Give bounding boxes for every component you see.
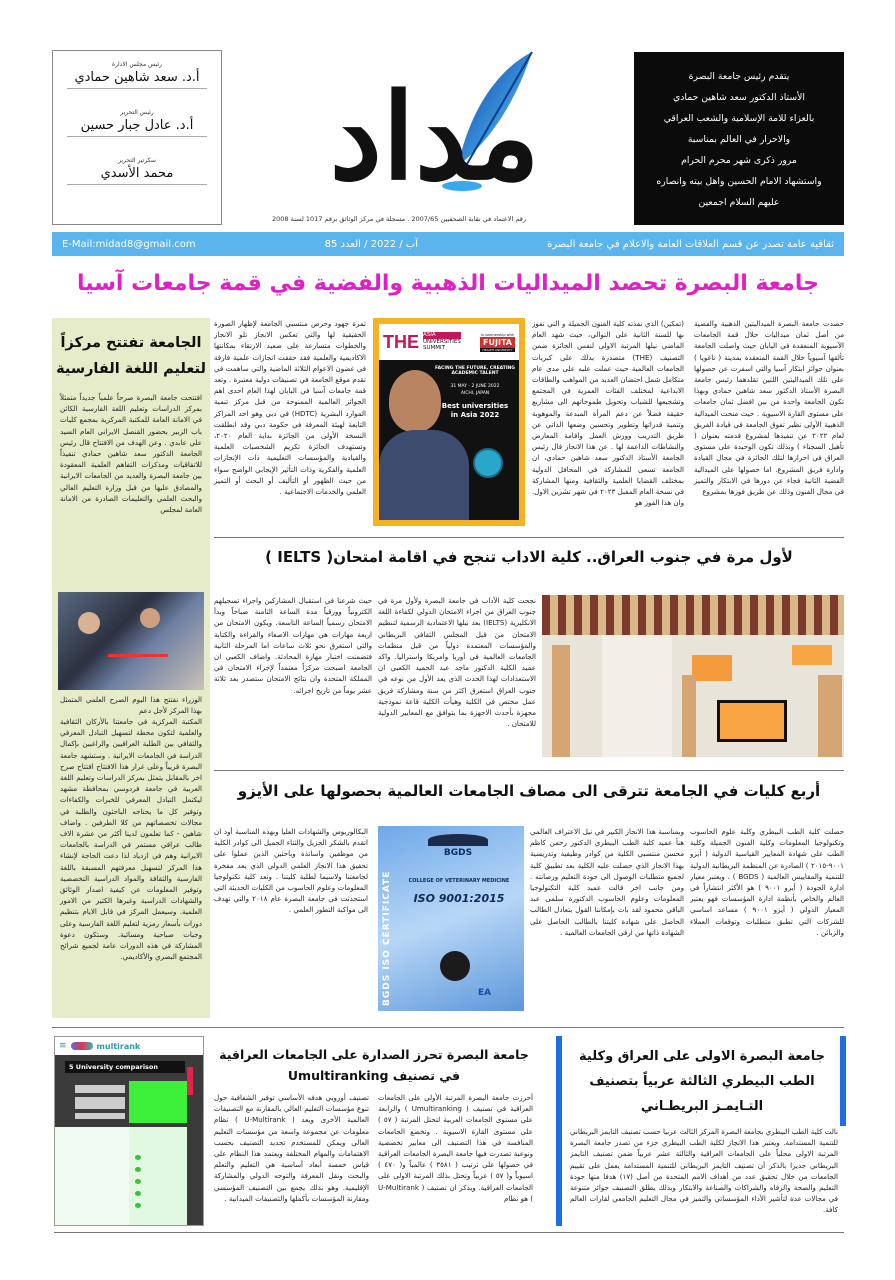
staff-name: أ.د. عادل جبار حسين xyxy=(67,118,207,137)
summit-poster-image xyxy=(373,318,525,526)
multirank-brand: multirank xyxy=(96,1041,141,1051)
editorial-staff-box xyxy=(52,50,222,225)
university-seal-icon xyxy=(473,448,503,478)
staff-role: سكرتير التحرير xyxy=(118,157,156,164)
side-tab xyxy=(187,1067,193,1095)
person-suit xyxy=(379,430,469,520)
article-column: البكالوريوس والشهادات العليا وبهذه المناسبة أود ان اتقدم بالشكر الجزيل والثناء الجميل الى كوادر الكلية من موظفين واساتذة وباحثين الذين عملوا على تحقيق هذا الانجاز العلمي الدولي الذي يعد مفخرة لجامعتنا ولاسيما لطلبة كليتنا . وتعد كلية تكنولوجيا المعلومات وعلوم الحاسوب من الكليات الحديثة التي استحدثت في جامعة البصرة عام ٢٠١٨ والتي تهدف الى مواكبة التطور العلمي . xyxy=(214,827,368,915)
article-column: وبمناسبة هذا الانجاز الكبير في نيل الاعتراف العالمي هنأ عميد كلية الطب البيطري الدكتور رحمن كاظم محسن منتسبي الكلية من كوادر وظيفية وتدريسية بهذا الانجاز الذي حصلت عليه الكلية بعد تطبيق كلية لجميع متطلبات الوصول الى جودة التعليم ورصانته . ومن جانب اخر قالت عميد كلية التكنولوجيا المعلومات وعلوم الحاسوب الدكتورة سلمى عبد الباقي محمود لقد بات بإمكاننا القول بتعادل الطالب الحاصل على شهادة كليتنا بالطالب الحاصل على الشهادة ذاتها من ارقى الجامعات العالمية . xyxy=(530,827,684,937)
ielts-headline: لأول مرة في جنوب العراق.. كلية الاداب تنجح في اقامة امتحان( IELTS ) xyxy=(265,548,793,566)
opening-ceremony-photo xyxy=(58,592,204,690)
issue-number: آب / 2022 / العدد 85 xyxy=(324,238,419,250)
sidebar-title: لتعليم اللغة الفارسية xyxy=(56,361,206,377)
condolence-line: الأستاذ الدكتور سعد شاهين حمادي xyxy=(672,92,806,103)
photo-caption: الوزراء نفتتح هذا اليوم الصرح العلمي المتمثل بهذا المركز لأجل دعم xyxy=(60,695,202,716)
poster-award: Best universities in Asia 2022 xyxy=(441,402,509,419)
filter-box xyxy=(75,1097,125,1109)
poster-line: UNIVERSITIES xyxy=(423,338,461,345)
article-column: حصلت كلية الطب البيطري وكلية علوم الحاسوب وتكنولوجيا المعلومات وكلية الفنون الجميلة وكلية الطب على شهادة المعايير القياسية الدولية ( أيزو ٩٠٠١-٢٠١٥ ) الصادرة عن المنظمة البريطانية الدولية للتنمية والمقاييس العالمية ( BGDS ) . ويعتبر معيار ادارة الجودة ( أيزو ٩٠٠١ ) هو الأكثر انتشاراً في العالم والخاص بأنظمة ادارة المؤسسات فهو يعتبر المعيار الدولي ( أيزو ٩٠٠١ ) مساعد اساسي للشركات التي تطبق متطلبات وتوقعات العملاء والزبائن . xyxy=(690,827,844,937)
main-headline: جامعة البصرة تحصد الميداليات الذهبية والفضية في قمة جامعات آسيا xyxy=(77,271,819,296)
condolence-line: مرور ذكرى شهر محرم الحرام xyxy=(681,155,797,166)
newspaper-logo xyxy=(260,48,560,223)
accent-bar xyxy=(556,1036,562,1226)
iso-headline: أربع كليات في الجامعة تترقى الى مصاف الجامعات العالمية بحصولها على الأيزو xyxy=(237,782,821,800)
article-body: نالت كلية الطب البيطري بجامعة البصرة المركز الثالث عربيا حسب تصنيف التايمز البريطاني للتنمية المستدامة. ويعتبر هذا الانجاز لكلية الطب البيطري جزء من تصدر جامعة البصرة المرتبة الاولى محلياً على الجامعات العراقية والثالثة عشر عربياً ضمن تصنيف التايمز البريطاني جديرا بالذكر أن تصنيف التايمز البريطاني للتنمية المستدامة يعمل على تقييم الجامعات من خلال تحقيق عدد من أهداف الامم المتحدة من أصل (١٧) هدفا منها جودة التعليم والصحة والرفاه والشراكات والصناعة والابتكار وبذلك يطلق التصنيف جوائز متنوعة في مجالات عدة لتأشير الأداء المؤسساتي والتميز في مجال التعليم الجامعي لقارات العالم كافة. xyxy=(570,1127,838,1215)
score-dot xyxy=(135,1155,141,1160)
accent-bar xyxy=(840,1036,846,1126)
persian-center-sidebar xyxy=(52,318,210,1018)
filter-box xyxy=(75,1085,125,1093)
booth-divider xyxy=(552,645,570,757)
condolence-line: بالعزاء للامة الإسلامية والشعب العراقي xyxy=(663,113,815,124)
monitor xyxy=(792,645,832,665)
staff-role: رئيس مجلس الادارة xyxy=(111,61,163,68)
person-portrait xyxy=(389,370,441,432)
condolence-line: واستشهاد الامام الحسين واهل بيته وانصاره xyxy=(656,176,822,187)
umultirank-screenshot xyxy=(54,1036,204,1226)
poster-tagline: FACING THE FUTURE, CREATING ACADEMIC TALENT xyxy=(435,366,515,376)
booth-divider xyxy=(682,675,696,757)
staff-name: أ.د. سعد شاهين حمادي xyxy=(67,70,207,89)
ribbon xyxy=(108,654,168,657)
article-column: نجحت كلية الآداب في جامعة البصرة ولأول مرة في جنوب العراق من اجراء الامتحان الدولي لكفاءة اللغة الانكليزية (IELTS) بعد نيلها الاعتمادية الرسمية لتنظيم الامتحان من قبل المجلس الثقافي البريطاني والمؤسسات المعتمدة دولياً من قبل منظمات الجامعات العالمية في أوربا وامريكا واستراليا. واكد عميد الكلية الدكتور ماجد عبد الحميد الكعبي ان الاستعدادات لهذا الحدث الذي يعد الأول من نوعه في جنوب العراق استغرق اكثر من سنة ومشاركة فريق عمل مختص في الكلية وهيأت الكلية قاعة نموذجية مجهزة بأحدث الاجهزة بما يتوافق مع المعايير الدولية للامتحان . xyxy=(378,596,536,729)
article-column: حصدت جامعة البصرة الميداليتين الذهبية والفضية من أصل ثمان ميداليات خلال قمة الجامعات الآسيوية المنعقدة في اليابان حيث واصلت الجامعة تألقها آسيوياً خلال القمة المنعقدة بمدينة ( ناغويا ) بعنوان جوائز ابتكار آسيا والتي اسفرت عن حصولها على تلك الميداليتين اللتين تقلدهما رئيس جامعة البصرة الأستاذ الدكتور سعد شاهين حمادي وبهذا تكون الجامعة واحدة من بين افضل ثمان جامعات على مستوى القارة الاسيوية . حيث منحت الميدالية الذهبية الأولى نظير تفوق الجامعة في قيادة الفريق لعام ٢٠٢٢ عن تنفيذها لمشروع قدمته بعنوان ( تأهيل السجناء ) وبذلك تكون الوحيدة على مستوى العراق في احرازها لتلك الجائزة في مجال القيادة وادارة فريق المشروع. اما حصولها على الميدالية الفضية الثانية فجاء عن دورها في الابتكار والتميز في مجال الفنون وذلك عن طريق فوزها بمشروع xyxy=(694,319,844,497)
person-face xyxy=(140,608,160,628)
sidebar-text: افتتحت جامعة البصرة صرحاً علمياً جديداً متمثلاً بمركز الدراسات وتعليم اللغة الفارسية الكائن في الامانة العامة للمكتبة المركزية بمجمع كليات باب الزبير بحضور القنصل الايراني العام السيد علي عابدي . وعن الهدف من الافتتاح قال رئيس الجامعة الدكتور سعد شاهين حمادي تنفيذاً للاتفاقيات ومذكرات التفاهم العلمية المعقودة بين جامعة البصرة والعديد من الجامعات الايرانية والمصادق عليها من قبل وزارة التعليم العالي والبحث العلمي والتعليمات الصادرة من الامانة العامة لمجلس xyxy=(60,393,202,515)
menu-icon: ≡ xyxy=(59,1041,67,1051)
staff-role: رئيس التحرير xyxy=(120,109,154,116)
partner-label: In partnership with xyxy=(480,332,515,337)
registration-note: رقم الاعتماد في نقابة الصحفيين 2007/65 . مسجلة في مركز الوثائق برقم 1017 لسنة 2008 xyxy=(272,215,526,223)
headline-line: في تصنيف Umultiranking xyxy=(287,1068,461,1083)
times-headline xyxy=(566,1044,838,1119)
sidebar-text: المكتبة المركزية في جامعتنا بالأركان الثقافية والعلمية لتكون محطة لتسهيل التبادل المعرفي والثقافي بين الطلبة العراقيين والراغبين بإكمال الدراسة في الجامعات الايرانية . وستشهد جامعة البصرة قريباً وعلى غرار هذا الافتتاح افتتاح صرح اخر بالمقابل يتمثل بمركز الدراسات وتعليم اللغة العربية في جامعة فردوسي بمحافظة مشهد ليكتمل التبادل المعرفي للخبرات والكفاءات وتوفير كل ما يحتاجه الباحثون والطلبة في مجالات تخصصاتهم من كلا الطرفين . واضاف شاهين - كما تعلمون لدينا أكثر من عشرة الاف طالب عراقي مستمر في الدراسة بالجامعات الايرانية وهم في ازدياد لذا دعت الحاجة لإنشاء هذا المركز لتسهيل معرفتهم المسبقة باللغة الفارسية والثقافة والمواد الدراسية التخصصية وتوفير المعلومات عن كيفية اصدار الوثائق والشهادات الدراسية وغيرها الكثير من الامور العلمية. وسيعمل المركز في قابل الايام بتنظيم دورات بأسعار رمزية لتعليم اللغة الفارسية وعلى وجبات صباحية ومسائية. وستكون دعوة المشاركة في هذه الدورات عامة لجميع شرائح المجتمع البصري والأكاديمي. xyxy=(60,717,202,962)
poster-line: SUMMIT xyxy=(423,345,445,352)
multirank-logo-icon xyxy=(71,1042,93,1050)
article-column: حيث شرعنا في استقبال المشاركين واجراء تسجيلهم الكترونياً وورقياً مدة الساعة الثامنة صباحاً وبدأ الامتحان رسمياً الساعة التاسعة. ويكون الامتحان من اربعة مهارات هي مهارات الاصغاء والقراءة والكتابة والتي استغرق نحو ثلاث ساعات اما المرحلة الثانية فتضمنت اختبار مهارة المحادثة. واضاف الكعبي ان الجامعة اصبحت مركزاً معتمداً لإجراء الامتحان في المملكة المتحدة وان نتائج الامتحان ستصدر بعد ثلاثة عشر يوماً من تاريخ اجرائه. xyxy=(214,596,372,695)
divider xyxy=(54,1232,844,1233)
wall-panels xyxy=(542,595,844,635)
score-dot xyxy=(135,1167,141,1172)
sidebar-title: الجامعة تفتتح مركزاً xyxy=(60,335,202,351)
article-column: تصنيف أوروبي هدفه الأساسي توفير الشفافية حول تنوع مؤسسات التعليم العالي بالمقارنة مع التصنيفات العالمية الأخرى ويعد ( U-Multirank ) نظام معلومات عن مجموعة واسعة من مؤسسات التعليم العالي ويمكن للمستخدم تحديد التصنيف بحسب الاهتمامات والمهام المختلفة ويعتمد هذا النظام على قياس خمسة أبعاد أساسية هي التعليم والتعلم والبحث ونقل المعرفة والتوجه الدولي والمشاركة الإقليمية. وهو بذلك يجمع بين التصنيف المؤسسي ومقارنة المؤسسات بأكملها والتصنيفات الميدانية . xyxy=(214,1093,369,1203)
condolence-line: يتقدم رئيس جامعة البصرة xyxy=(688,71,790,82)
ielts-exam-hall-photo xyxy=(542,595,844,757)
headline-line: التـايمـز البريطـاني xyxy=(640,1099,764,1114)
monitor xyxy=(717,700,787,742)
email-link[interactable]: E-Mail:midad8@gmail.com xyxy=(62,238,196,250)
score-dot xyxy=(135,1179,141,1184)
iso-certificate-image xyxy=(378,826,524,1011)
monitor xyxy=(692,655,732,681)
article-column: أحرزت جامعة البصرة المرتبة الأولى على الجامعات العراقية في تصنيف ( Umultiranking ) والرابعة على مستوى الجامعات العربية لتحتل المرتبة ( ٥٧ ) على مستوى القارة الاسيوية . وتخضع الجامعات المنافسة في هذا التصنيف الى معايير تخصصية ونوعية تصدرت فيها جامعة البصرة الجامعات العراقية في حصولها على ترتيب ( ٣٥٨١ ) عالمياً و( ٤٧٠ ) اسيوياً و( ٥٧ ) عربياً وتحتل بذلك المرتبة الاولى على الجامعات العراقية. ويذكر ان تصنيف ( U-Multirank ) هو نظام xyxy=(378,1093,533,1203)
info-bar xyxy=(52,232,844,256)
divider xyxy=(214,537,844,538)
certificate-college: COLLEGE OF VETERINARY MEDICINE xyxy=(408,878,510,884)
headline-line: جامعة البصرة الاولى على العراق وكلية xyxy=(579,1049,825,1064)
comparison-number: 5 xyxy=(69,1063,74,1071)
partner-sub: HEALTH UNIVERSITY xyxy=(482,347,513,352)
certificate-standard: ISO 9001:2015 xyxy=(413,892,505,905)
condolence-line: والاحرار في العالم بمناسبة xyxy=(687,134,791,145)
staff-name: محمد الأسدي xyxy=(67,166,207,185)
logo-wordmark: مداد xyxy=(329,67,540,206)
article-column: ثمرة جهود وحرص منتسبي الجامعة لإظهار الصورة الحقيقية لها والتي تعكس الانجاز تلو الانجاز والخطوات متسارعة على صعيد الارتقاء بمكانتها الاكاديمية والعلمية فقد حققت انجازات علمية فارقة في غضون الاعوام الثلاثة الماضية والتي ساهمت في تقدم موقع الجامعة في تصنيفات دولية معتبرة . وتعد قمة جامعات آسيا في اليابان لهذا العام احدى اهم الجوائز العالمية الممنوحة من قبل مركز تنمية الموارد البشرية (HDTC) في دبي وهو احد المراكز التابعة لهيئة المعرفة في حكومة دبي وقد انطلقت النسخة الأولى من الجائزة بداية العام ٢٠٢٠، وتستهدف الجائزة تكريم الشخصيات العلمية والقيادية والمؤسسات التعليمية ذات الإنجازات العلمية والفكرية وذات التأثير الإيجابي الواضح سواء من حيث الظهور أو التأليف أو البحث أو التميز العلمي والخدمات الاجتماعية . xyxy=(214,319,366,497)
poster-place: AICHI, JAPAN xyxy=(460,391,490,396)
poster-line: ASIA xyxy=(423,332,461,339)
score-dot xyxy=(135,1203,141,1208)
article-column: (تمكين) الذي نفذته كلية الفنون الجميلة و التي تفوز بها للسنة الثانية على التوالي، حيث شهد العام الماضي نيلها المرتبة الاولى لنفس الجائزة ضمن التصنيف (THE) متصدرة بذلك على كبريات الجامعات العالمية حيث عملت عليه على مدى عام متكامل شمل احتضان العديد من المواهب والطاقات الابداعية لمختلف الفئات العمرية في المجتمع وتشجيعها للشباب وتحويل طموحاتهم الى مشاريع حقيقة فضلاً عن دعم المرأة المبدعة والموهوبة وتنمية قدراتها وتطوير وتحسين وضعها الذاتي عن طريق التدريب وورش العمل واقامة المعارض والنشاطات الداعمة لها . عن هذا الانجاز قال رئيس الجامعة الأستاذ الدكتور سعد شاهين حمادي، ان الجامعة تسعى للمشاركة في المحافل الدولية بمختلف القضايا العلمية والثقافية ومنها المشاركة في نسخة العام المقبل ٢٠٢٣ في شهر تشرين الاول. وان هذا الفوز هو xyxy=(532,319,684,508)
booth-divider xyxy=(818,675,842,757)
fujita-logo: FUJITA xyxy=(480,337,515,348)
certificate-issuer: BGDS xyxy=(443,848,473,858)
headline-line: جامعة البصرة تحرز الصدارة على الجامعات العراقية xyxy=(219,1047,529,1062)
divider xyxy=(52,1027,844,1028)
tagline: ثقافية عامة تصدر عن قسم العلاقات العامة والاعلام في جامعة البصرة xyxy=(547,238,834,250)
certificate-seal-icon xyxy=(440,951,470,981)
score-dot xyxy=(135,1191,141,1196)
wings-emblem-icon xyxy=(428,834,488,846)
divider xyxy=(214,770,844,771)
aisle xyxy=(602,635,672,757)
umultirank-headline xyxy=(214,1044,534,1086)
comparison-heading: University comparison xyxy=(75,1063,159,1071)
condolence-line: عليهم السلام اجمعين xyxy=(698,197,780,208)
headline-line: الطب البيطري الثالثة عربياً بتصنيف xyxy=(589,1074,815,1089)
highlight-column xyxy=(129,1081,187,1123)
certificate-side-text: BGDS ISO CERTIFICATE xyxy=(382,870,392,1006)
ea-accreditation-logo: EA xyxy=(478,988,492,998)
condolence-box xyxy=(634,52,844,225)
the-logo: THE xyxy=(383,331,419,352)
comparison-table xyxy=(55,1127,187,1226)
poster-dates: 31 MAY - 2 JUNE 2022 xyxy=(450,384,500,389)
filter-box xyxy=(75,1113,125,1119)
person-face xyxy=(78,612,100,634)
